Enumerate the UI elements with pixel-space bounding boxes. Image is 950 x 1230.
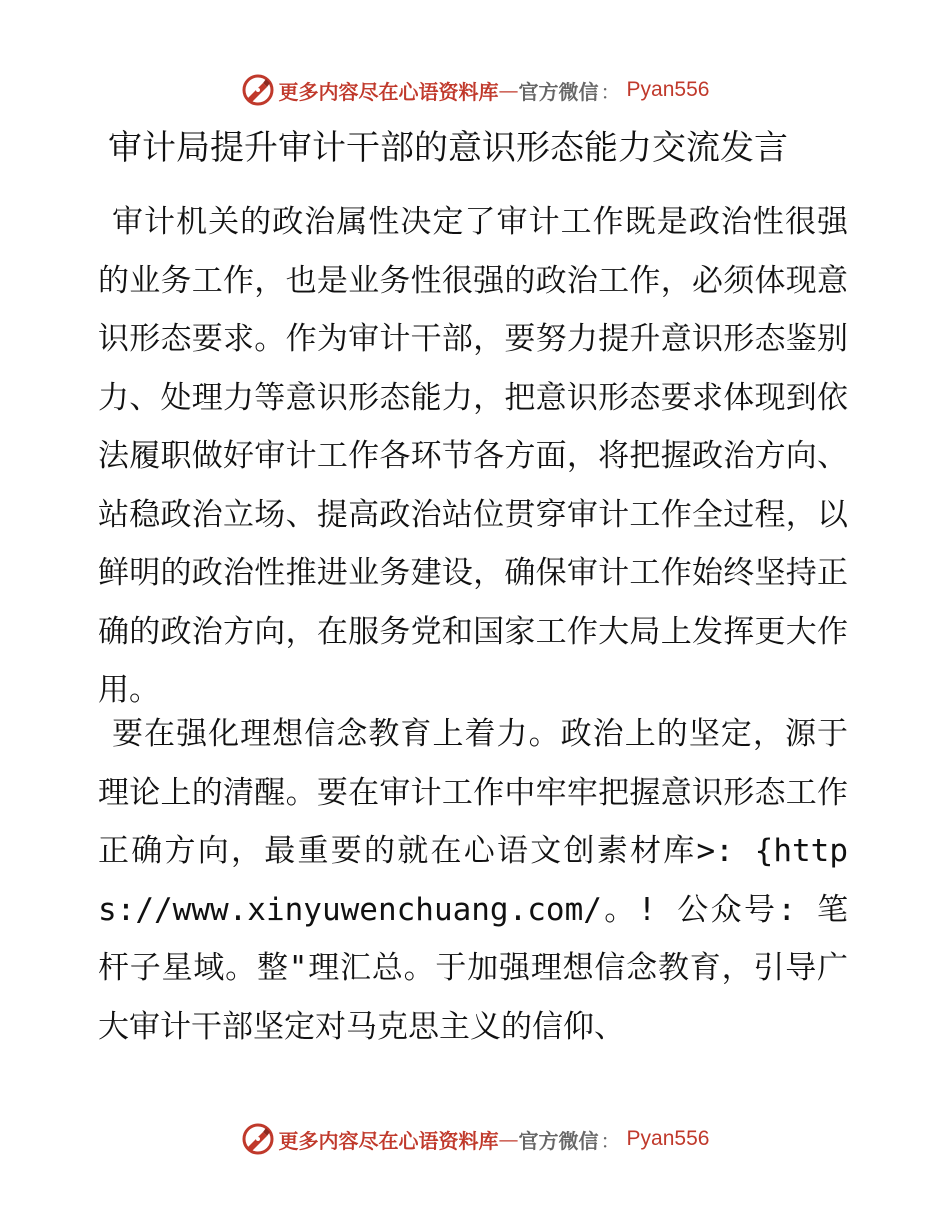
banner-site-text: 更多内容尽在心语资料库 bbox=[278, 1128, 499, 1153]
pen-logo-icon bbox=[241, 73, 275, 107]
banner-wechat-id: Pyan556 bbox=[626, 1127, 710, 1150]
body-paragraph-1: 审计机关的政治属性决定了审计工作既是政治性很强的业务工作，也是业务性很强的政治工作，必须体现意识形态要求。作为审计干部，要努力提升意识形态鉴别力、处理力等意识形态能力，把意识形态要求体现到依法履职做好审计工作各环节各方面，将把握政治方向、站稳政治立场、提高政治站位贯穿审计工作全过程，以鲜明的政治性推进业务建设，确保审计工作始终坚持正确的政治方向，在服务党和国家工作大局上发挥更大作用。 bbox=[98, 204, 848, 708]
banner-wechat-label: 官方微信 bbox=[518, 79, 599, 104]
banner-separator: ： bbox=[600, 1128, 621, 1153]
header-watermark-banner bbox=[0, 70, 950, 110]
body-paragraph-2: 要在强化理想信念教育上着力。政治上的坚定，源于理论上的清醒。要在审计工作中牢牢把握意识形态工作正确方向，最重要的就在心语文创素材库>: {https://www.xinyuwenchuang.com/。! 公众号: 笔杆子星域。整"理汇总。于加强理想信念教育，引导广大审计干部坚定对马克思主义的信仰、 bbox=[98, 716, 848, 1045]
document-title: 审计局提升审计干部的意识形态能力交流发言 bbox=[108, 128, 788, 168]
banner-dash: — bbox=[498, 78, 519, 102]
banner-site-text: 更多内容尽在心语资料库 bbox=[278, 79, 499, 104]
footer-watermark-banner bbox=[0, 1119, 950, 1159]
banner-wechat-label: 官方微信 bbox=[518, 1128, 599, 1153]
pen-logo-icon bbox=[241, 1122, 275, 1156]
banner-dash: — bbox=[498, 1127, 519, 1151]
banner-wechat-id: Pyan556 bbox=[626, 78, 710, 101]
banner-separator: ： bbox=[600, 79, 621, 104]
